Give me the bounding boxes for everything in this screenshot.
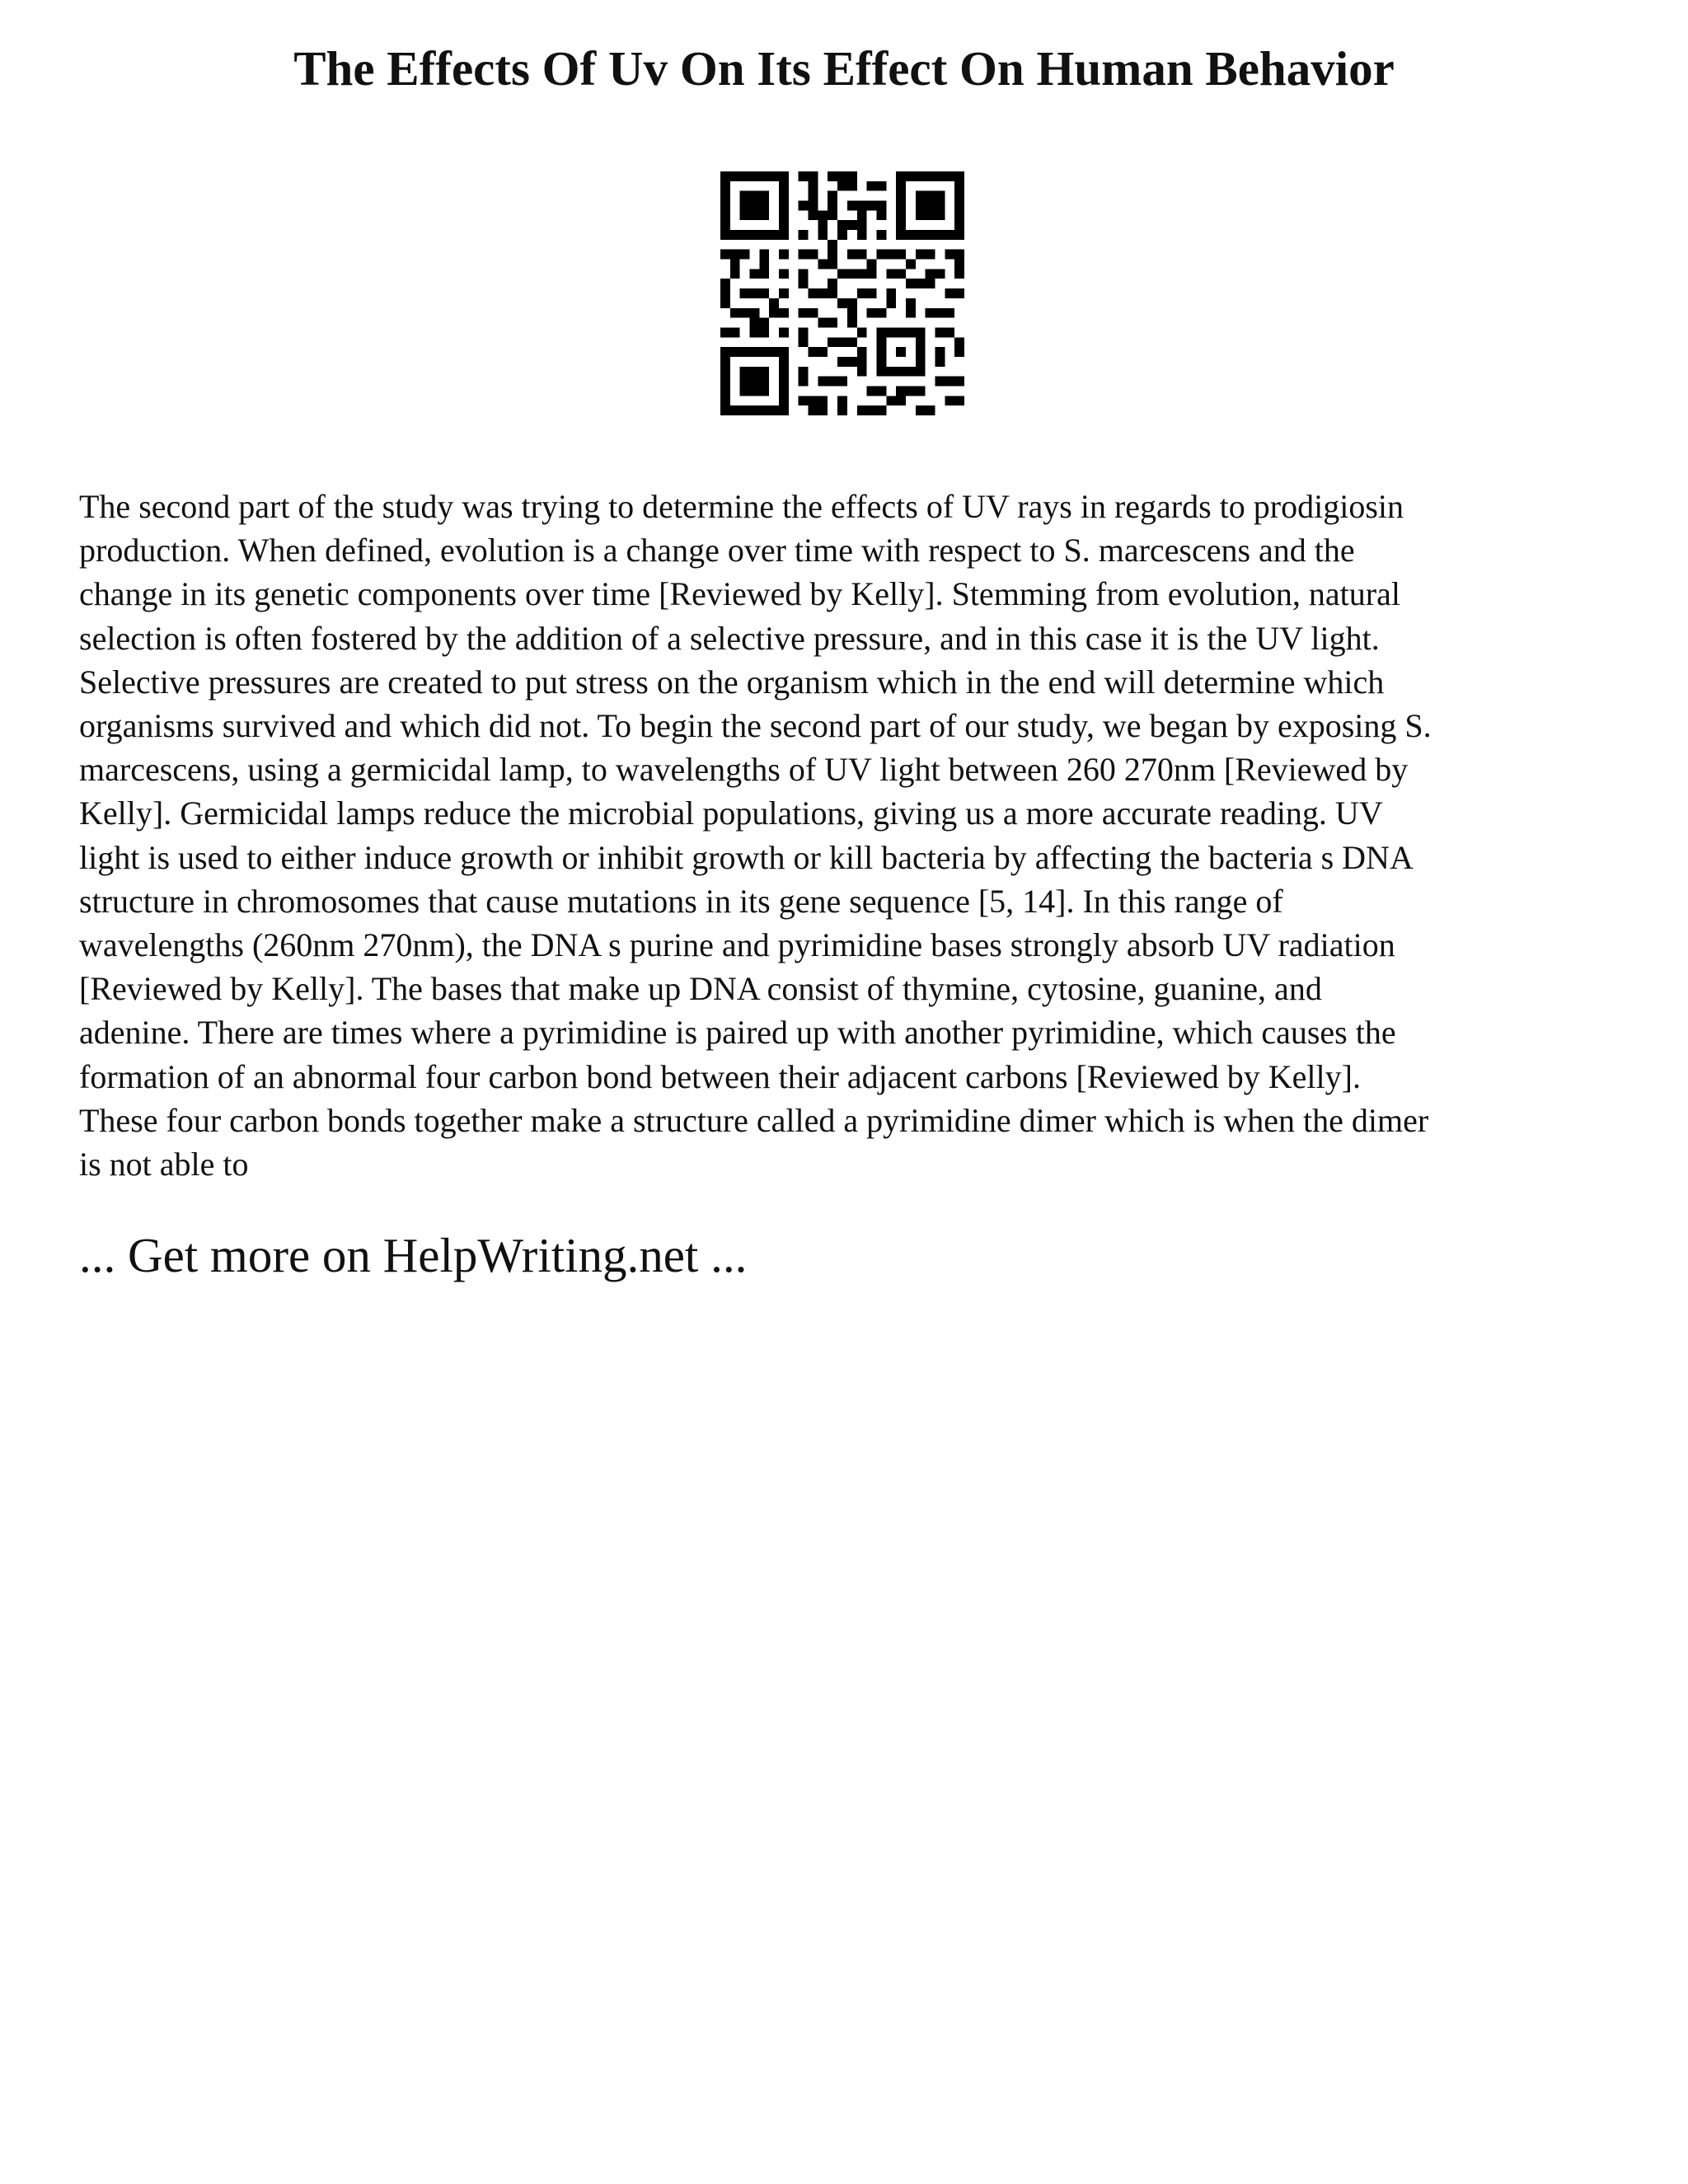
body-paragraph: The second part of the study was trying to determine the effects of UV rays in regards to prodigiosin production. When defined, evolution is a change over time with respect to S. marcescens and the change in its genetic components over time [Reviewed by Kelly]. Stemming from evolution, natural selection is often fostered by the addition of a selective pressure, and in this case it is the UV light. Selective pressures are created to put stress on the organism which in the end will determine which organisms survived and which did not. To begin the second part of our study, we began by exposing S. marcescens, using a germicidal lamp, to wavelengths of UV light between 260 270nm [Reviewed by Kelly]. Germicidal lamps reduce the microbial populations, giving us a more accurate reading. UV light is used to either induce growth or inhibit growth or kill bacteria by affecting the bacteria s DNA structure in chromosomes that cause mutations in its gene sequence [5, 14]. In this range of wavelengths (260nm 270nm), the DNA s purine and pyrimidine bases strongly absorb UV radiation [Reviewed by Kelly]. The bases that make up DNA consist of thymine, cytosine, guanine, and adenine. There are times where a pyrimidine is paired up with another pyrimidine, which causes the formation of an abnormal four carbon bond between their adjacent carbons [Reviewed by Kelly]. These four carbon bonds together make a structure called a pyrimidine dimer which is when the dimer is not able to [79,488,1432,1183]
qr-code [720,171,964,415]
qr-code-icon [720,171,964,415]
get-more-link[interactable]: ... Get more on HelpWriting.net ... [79,1228,748,1282]
page-title: The Effects Of Uv On Its Effect On Human Behavior [293,41,1395,96]
